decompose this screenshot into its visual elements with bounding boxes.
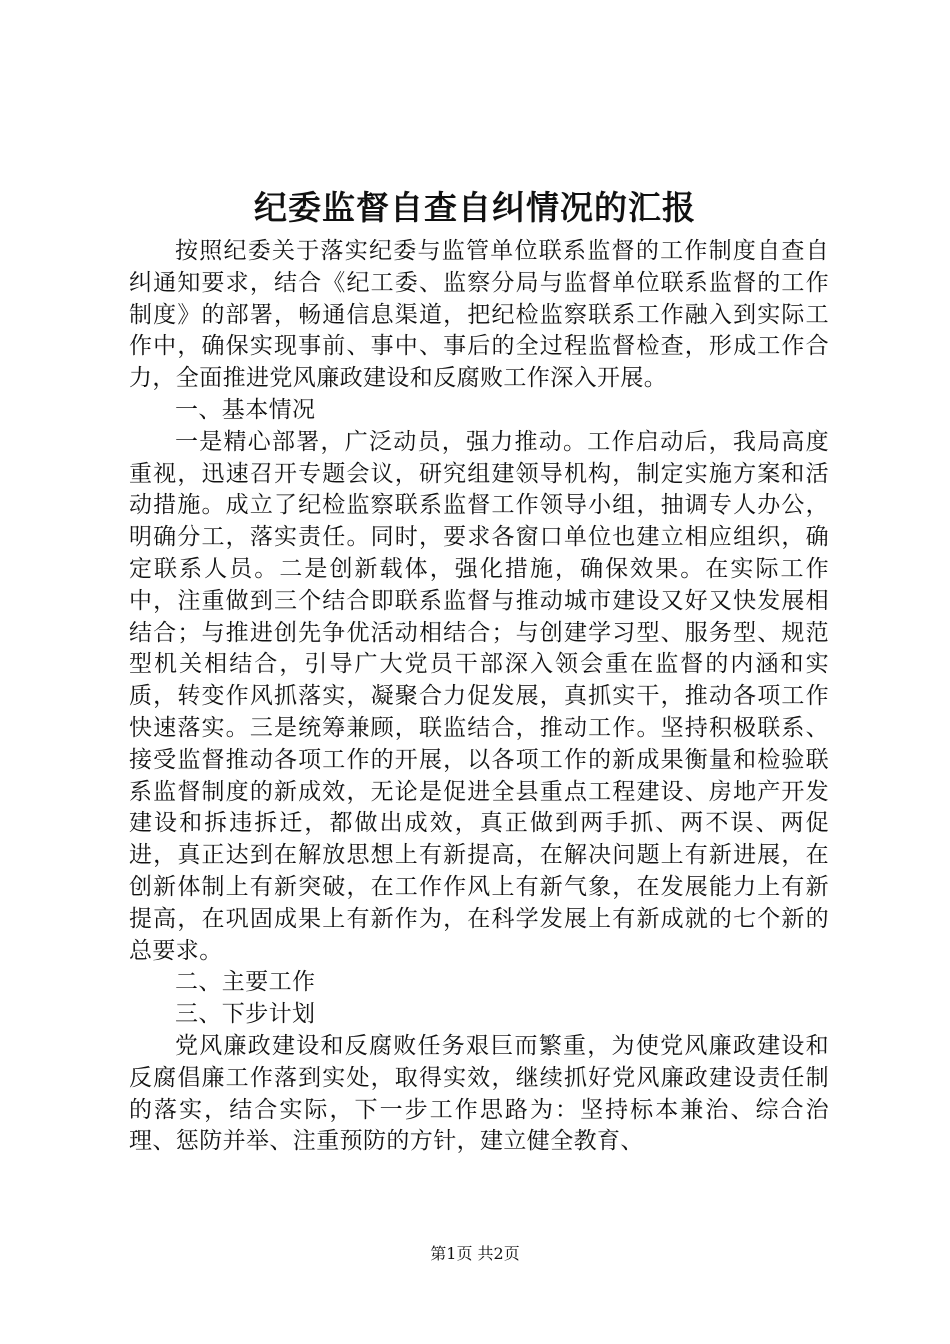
paragraph-intro: 按照纪委关于落实纪委与监管单位联系监督的工作制度自查自纠通知要求，结合《纪工委、监察分局与监督单位联系监督的工作制度》的部署，畅通信息渠道，把纪检监察联系工作融入到实际工作中，确保实现事前、事中、事后的全过程监督检查，形成工作合力，全面推进党风廉政建设和反腐败工作深入开展。 <box>129 238 829 392</box>
document-title: 纪委监督自查自纠情况的汇报 <box>254 188 696 227</box>
page-footer: 第1页 共2页 <box>430 1244 520 1263</box>
section-heading-main-work: 二、主要工作 <box>175 969 316 996</box>
paragraph-basic-situation: 一是精心部署，广泛动员，强力推动。工作启动后，我局高度重视，迅速召开专题会议，研究组建领导机构，制定实施方案和活动措施。成立了纪检监察联系监督工作领导小组，抽调专人办公，明确分工，落实责任。同时，要求各窗口单位也建立相应组织，确定联系人员。二是创新载体，强化措施，确保效果。在实际工作中，注重做到三个结合即联系监督与推动城市建设又好又快发展相结合；与推进创先争优活动相结合；与创建学习型、服务型、规范型机关相结合，引导广大党员干部深入领会重在监督的内涵和实质，转变作风抓落实，凝聚合力促发展，真抓实干，推动各项工作快速落实。三是统筹兼顾，联监结合，推动工作。坚持积极联系、接受监督推动各项工作的开展，以各项工作的新成果衡量和检验联系监督制度的新成效，无论是促进全县重点工程建设、房地产开发建设和拆违拆迁，都做出成效，真正做到两手抓、两不误、两促进，真正达到在解放思想上有新提高，在解决问题上有新进展，在创新体制上有新突破，在工作作风上有新气象，在发展能力上有新提高，在巩固成果上有新作为，在科学发展上有新成就的七个新的总要求。 <box>129 428 829 964</box>
paragraph-next-plan: 党风廉政建设和反腐败任务艰巨而繁重，为使党风廉政建设和反腐倡廉工作落到实处，取得实效，继续抓好党风廉政建设责任制的落实，结合实际，下一步工作思路为：坚持标本兼治、综合治理、惩防并举、注重预防的方针，建立健全教育、 <box>129 1032 829 1155</box>
section-heading-basic-situation: 一、基本情况 <box>175 396 316 423</box>
document-body <box>129 236 829 1158</box>
section-heading-next-plan: 三、下步计划 <box>175 1001 316 1028</box>
